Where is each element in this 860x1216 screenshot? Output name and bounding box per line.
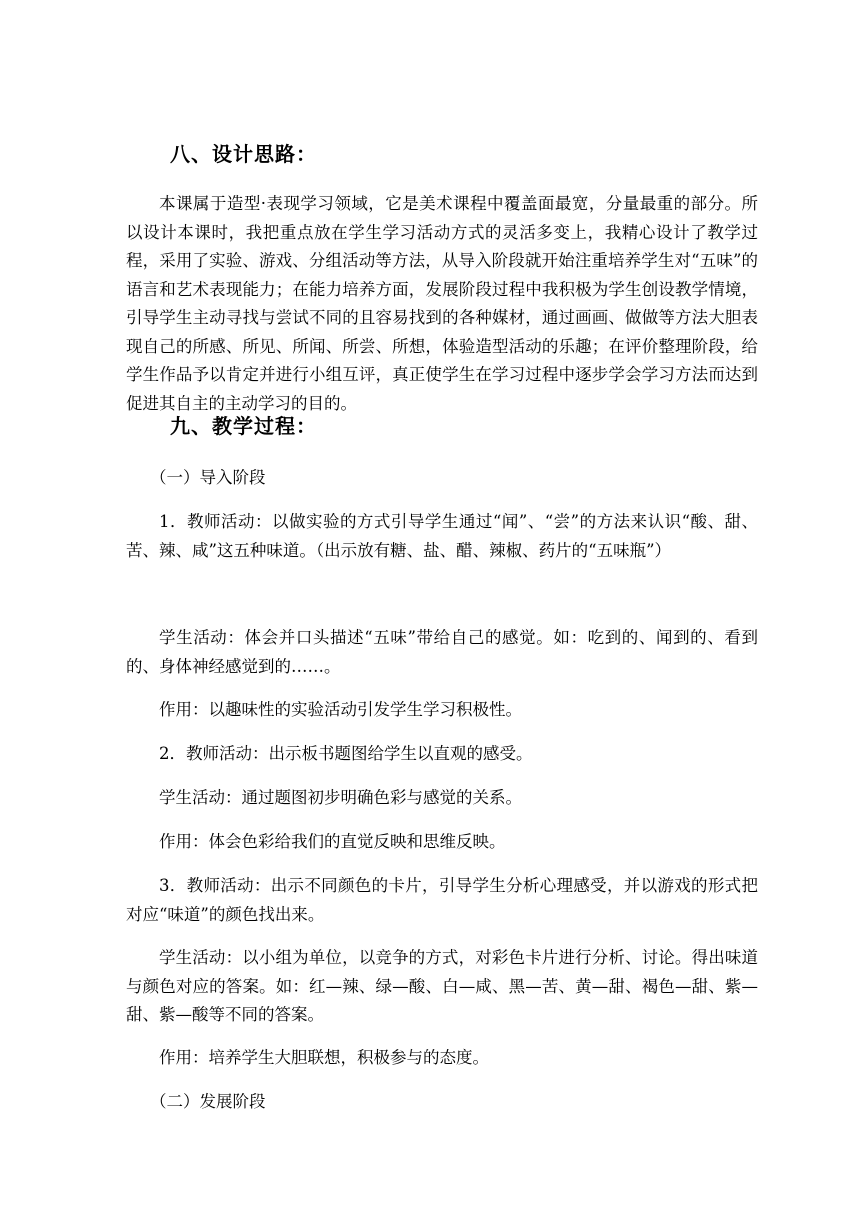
item-3-effect: 作用：培养学生大胆联想，积极参与的态度。 bbox=[159, 1048, 489, 1067]
item-2-teacher-activity: 2．教师活动：出示板书题图给学生以直观的感受。 bbox=[159, 744, 533, 763]
stage-1-heading: （一）导入阶段 bbox=[150, 468, 266, 487]
item-3-student-activity: 学生活动：以小组为单位，以竞争的方式，对彩色卡片进行分析、讨论。得出味道与颜色对应的答案。如：红—辣、绿—酸、白—咸、黑—苦、黄—甜、褐色—甜、紫—甜、紫—酸等不同的答案。 bbox=[126, 948, 758, 1024]
item-2-student-activity: 学生活动：通过题图初步明确色彩与感觉的关系。 bbox=[159, 788, 522, 807]
item-2-effect: 作用：体会色彩给我们的直觉反映和思维反映。 bbox=[159, 832, 506, 851]
stage-2-heading: （二）发展阶段 bbox=[150, 1092, 266, 1111]
section-8-paragraph: 本课属于造型·表现学习领域，它是美术课程中覆盖面最宽，分量最重的部分。所以设计本课时，我把重点放在学生学习活动方式的灵活多变上，我精心设计了教学过程，采用了实验、游戏、分组活动等方法，从导入阶段就开始注重培养学生对“五味”的语言和艺术表现能力；在能力培养方面，发展阶段过程中我积极为学生创设教学情境，引导学生主动寻找与尝试不同的且容易找到的各种媒材，通过画画、做做等方法大胆表现自己的所感、所见、所闻、所尝、所想，体验造型活动的乐趣；在评价整理阶段，给学生作品予以肯定并进行小组互评，真正使学生在学习过程中逐步学会学习方法而达到促进其自主的主动学习的目的。 bbox=[126, 194, 758, 413]
item-1-effect: 作用：以趣味性的实验活动引发学生学习积极性。 bbox=[159, 700, 522, 719]
section-8-heading: 八、设计思路： bbox=[170, 142, 317, 166]
item-3-teacher-activity: 3．教师活动：出示不同颜色的卡片，引导学生分析心理感受，并以游戏的形式把对应“味道”的颜色找出来。 bbox=[126, 876, 758, 924]
section-9-heading: 九、教学过程： bbox=[170, 414, 317, 438]
item-1-student-activity: 学生活动：体会并口头描述“五味”带给自己的感觉。如：吃到的、闻到的、看到的、身体神经感觉到的……。 bbox=[126, 628, 758, 676]
item-1-teacher-activity: 1．教师活动：以做实验的方式引导学生通过“闻”、“尝”的方法来认识“酸、甜、苦、辣、咸”这五种味道。（出示放有糖、盐、醋、辣椒、药片的“五味瓶”） bbox=[126, 512, 758, 560]
